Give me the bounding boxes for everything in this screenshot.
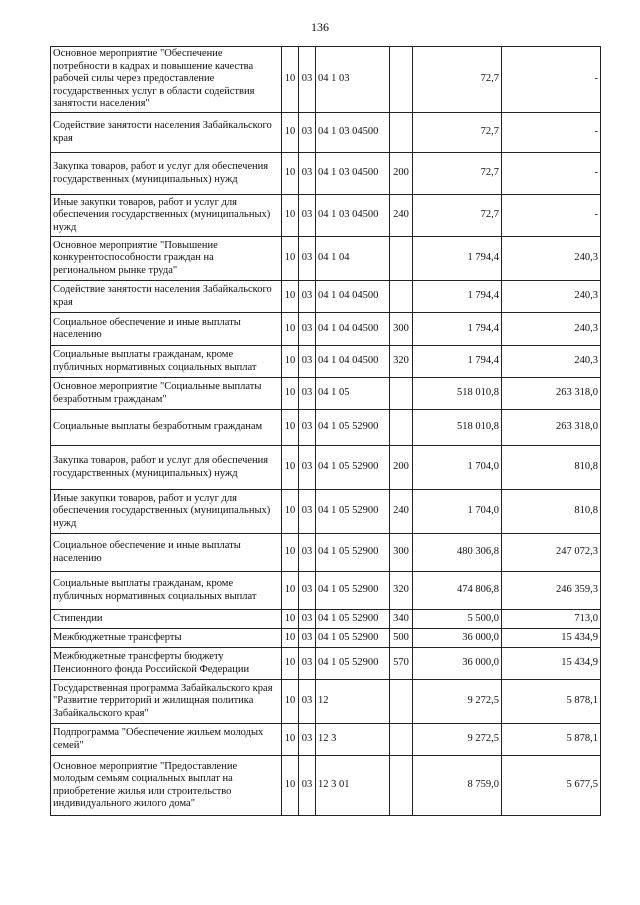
row-sum-plan: 9 272,5 — [413, 680, 502, 724]
row-name: Содействие занятости населения Забайкальского края — [51, 113, 282, 153]
row-subsection: 03 — [299, 629, 316, 648]
row-sum-actual: 810,8 — [502, 446, 601, 490]
row-section: 10 — [282, 195, 299, 237]
row-sum-actual: 713,0 — [502, 610, 601, 629]
row-name: Иные закупки товаров, работ и услуг для обеспечения государственных (муниципальных) нужд — [51, 195, 282, 237]
row-expense-type — [390, 756, 413, 816]
row-section: 10 — [282, 490, 299, 534]
row-target-article: 04 1 04 04500 — [316, 313, 390, 346]
row-target-article: 04 1 05 52900 — [316, 490, 390, 534]
row-section: 10 — [282, 281, 299, 313]
row-section: 10 — [282, 47, 299, 113]
row-target-article: 04 1 05 52900 — [316, 610, 390, 629]
table-row — [51, 446, 601, 490]
row-sum-plan: 1 794,4 — [413, 281, 502, 313]
row-sum-plan: 1 794,4 — [413, 313, 502, 346]
row-section: 10 — [282, 313, 299, 346]
row-section: 10 — [282, 346, 299, 378]
row-subsection: 03 — [299, 534, 316, 572]
row-subsection: 03 — [299, 346, 316, 378]
page-number: 136 — [311, 20, 329, 34]
row-subsection: 03 — [299, 572, 316, 610]
row-sum-actual: 263 318,0 — [502, 410, 601, 446]
row-sum-actual: 5 878,1 — [502, 724, 601, 756]
row-target-article: 04 1 05 52900 — [316, 629, 390, 648]
table-row — [51, 610, 601, 629]
row-sum-actual: 246 359,3 — [502, 572, 601, 610]
table-row — [51, 346, 601, 378]
table-row — [51, 724, 601, 756]
row-subsection: 03 — [299, 680, 316, 724]
row-target-article: 12 — [316, 680, 390, 724]
table-row — [51, 490, 601, 534]
row-sum-plan: 72,7 — [413, 195, 502, 237]
row-section: 10 — [282, 680, 299, 724]
row-sum-actual: 263 318,0 — [502, 378, 601, 410]
row-sum-actual: 15 434,9 — [502, 648, 601, 680]
row-sum-actual: 5 677,5 — [502, 756, 601, 816]
table-row — [51, 113, 601, 153]
row-name: Основное мероприятие "Социальные выплаты безработным гражданам" — [51, 378, 282, 410]
table-row — [51, 47, 601, 113]
table-row — [51, 313, 601, 346]
row-sum-plan: 72,7 — [413, 47, 502, 113]
row-sum-plan: 72,7 — [413, 153, 502, 195]
row-subsection: 03 — [299, 153, 316, 195]
row-name: Межбюджетные трансферты бюджету Пенсионного фонда Российской Федерации — [51, 648, 282, 680]
row-target-article: 04 1 03 04500 — [316, 195, 390, 237]
row-sum-actual: 5 878,1 — [502, 680, 601, 724]
row-expense-type — [390, 47, 413, 113]
row-section: 10 — [282, 237, 299, 281]
row-sum-actual: 240,3 — [502, 346, 601, 378]
row-name: Межбюджетные трансферты — [51, 629, 282, 648]
row-expense-type: 200 — [390, 153, 413, 195]
row-target-article: 04 1 05 52900 — [316, 572, 390, 610]
table-row — [51, 195, 601, 237]
table-row — [51, 281, 601, 313]
row-sum-actual: 247 072,3 — [502, 534, 601, 572]
row-expense-type: 320 — [390, 346, 413, 378]
row-subsection: 03 — [299, 313, 316, 346]
row-name: Основное мероприятие "Предоставление молодым семьям социальных выплат на приобретение жилья или строительство индивидуального жилого дома" — [51, 756, 282, 816]
row-section: 10 — [282, 446, 299, 490]
table-row — [51, 153, 601, 195]
row-subsection: 03 — [299, 195, 316, 237]
row-sum-plan: 518 010,8 — [413, 410, 502, 446]
row-section: 10 — [282, 410, 299, 446]
row-target-article: 04 1 04 04500 — [316, 281, 390, 313]
row-expense-type: 240 — [390, 195, 413, 237]
row-target-article: 04 1 05 52900 — [316, 410, 390, 446]
row-sum-plan: 36 000,0 — [413, 648, 502, 680]
row-target-article: 04 1 05 — [316, 378, 390, 410]
row-subsection: 03 — [299, 237, 316, 281]
row-expense-type: 500 — [390, 629, 413, 648]
row-target-article: 04 1 05 52900 — [316, 534, 390, 572]
row-expense-type — [390, 724, 413, 756]
table-row — [51, 534, 601, 572]
row-subsection: 03 — [299, 724, 316, 756]
table-row — [51, 629, 601, 648]
table-row — [51, 410, 601, 446]
row-section: 10 — [282, 629, 299, 648]
row-name: Социальные выплаты гражданам, кроме публичных нормативных социальных выплат — [51, 346, 282, 378]
row-sum-actual: - — [502, 153, 601, 195]
row-sum-plan: 5 500,0 — [413, 610, 502, 629]
row-subsection: 03 — [299, 648, 316, 680]
row-target-article: 04 1 03 — [316, 47, 390, 113]
row-sum-plan: 1 704,0 — [413, 446, 502, 490]
row-section: 10 — [282, 610, 299, 629]
row-sum-plan: 1 704,0 — [413, 490, 502, 534]
row-sum-actual: 240,3 — [502, 313, 601, 346]
row-sum-plan: 480 306,8 — [413, 534, 502, 572]
row-expense-type — [390, 410, 413, 446]
row-section: 10 — [282, 648, 299, 680]
row-name: Закупка товаров, работ и услуг для обеспечения государственных (муниципальных) нужд — [51, 153, 282, 195]
budget-table — [50, 46, 601, 816]
row-section: 10 — [282, 153, 299, 195]
row-expense-type — [390, 378, 413, 410]
table-row — [51, 378, 601, 410]
row-name: Содействие занятости населения Забайкальского края — [51, 281, 282, 313]
row-section: 10 — [282, 756, 299, 816]
row-target-article: 04 1 03 04500 — [316, 153, 390, 195]
row-expense-type — [390, 113, 413, 153]
row-expense-type: 200 — [390, 446, 413, 490]
row-name: Основное мероприятие "Повышение конкурентоспособности граждан на региональном рынке труда" — [51, 237, 282, 281]
row-sum-plan: 8 759,0 — [413, 756, 502, 816]
row-name: Стипендии — [51, 610, 282, 629]
row-sum-actual: - — [502, 113, 601, 153]
row-target-article: 12 3 — [316, 724, 390, 756]
table-row — [51, 680, 601, 724]
table-row — [51, 237, 601, 281]
table-row — [51, 572, 601, 610]
row-sum-plan: 9 272,5 — [413, 724, 502, 756]
row-expense-type: 300 — [390, 313, 413, 346]
row-sum-plan: 1 794,4 — [413, 346, 502, 378]
row-section: 10 — [282, 724, 299, 756]
row-subsection: 03 — [299, 281, 316, 313]
row-sum-actual: 810,8 — [502, 490, 601, 534]
row-name: Закупка товаров, работ и услуг для обеспечения государственных (муниципальных) нужд — [51, 446, 282, 490]
table-row — [51, 756, 601, 816]
row-sum-plan: 1 794,4 — [413, 237, 502, 281]
row-sum-plan: 518 010,8 — [413, 378, 502, 410]
row-name: Иные закупки товаров, работ и услуг для обеспечения государственных (муниципальных) нужд — [51, 490, 282, 534]
row-name: Социальные выплаты безработным гражданам — [51, 410, 282, 446]
row-expense-type — [390, 281, 413, 313]
row-name: Социальное обеспечение и иные выплаты населению — [51, 313, 282, 346]
row-name: Основное мероприятие "Обеспечение потребности в кадрах и повышение качества рабочей силы через предоставление государственных услуг в области содействия занятости населения" — [51, 47, 282, 113]
row-sum-actual: 240,3 — [502, 237, 601, 281]
row-target-article: 04 1 05 52900 — [316, 648, 390, 680]
row-expense-type: 320 — [390, 572, 413, 610]
row-section: 10 — [282, 534, 299, 572]
row-section: 10 — [282, 572, 299, 610]
table-row — [51, 648, 601, 680]
row-sum-actual: 15 434,9 — [502, 629, 601, 648]
row-target-article: 04 1 04 — [316, 237, 390, 281]
row-subsection: 03 — [299, 378, 316, 410]
table-body — [51, 47, 601, 816]
row-sum-actual: 240,3 — [502, 281, 601, 313]
row-target-article: 04 1 05 52900 — [316, 446, 390, 490]
row-section: 10 — [282, 113, 299, 153]
row-expense-type: 300 — [390, 534, 413, 572]
row-subsection: 03 — [299, 610, 316, 629]
row-name: Подпрограмма "Обеспечение жильем молодых семей" — [51, 724, 282, 756]
row-target-article: 04 1 03 04500 — [316, 113, 390, 153]
row-target-article: 04 1 04 04500 — [316, 346, 390, 378]
row-subsection: 03 — [299, 410, 316, 446]
row-subsection: 03 — [299, 490, 316, 534]
row-expense-type: 570 — [390, 648, 413, 680]
row-sum-actual: - — [502, 47, 601, 113]
row-sum-plan: 474 806,8 — [413, 572, 502, 610]
row-expense-type — [390, 237, 413, 281]
row-expense-type — [390, 680, 413, 724]
row-name: Социальное обеспечение и иные выплаты населению — [51, 534, 282, 572]
row-expense-type: 340 — [390, 610, 413, 629]
row-subsection: 03 — [299, 47, 316, 113]
row-subsection: 03 — [299, 113, 316, 153]
row-expense-type: 240 — [390, 490, 413, 534]
row-sum-plan: 36 000,0 — [413, 629, 502, 648]
row-name: Социальные выплаты гражданам, кроме публичных нормативных социальных выплат — [51, 572, 282, 610]
row-name: Государственная программа Забайкальского края "Развитие территорий и жилищная политика Забайкальского края" — [51, 680, 282, 724]
row-subsection: 03 — [299, 446, 316, 490]
row-subsection: 03 — [299, 756, 316, 816]
row-sum-plan: 72,7 — [413, 113, 502, 153]
row-target-article: 12 3 01 — [316, 756, 390, 816]
row-section: 10 — [282, 378, 299, 410]
row-sum-actual: - — [502, 195, 601, 237]
